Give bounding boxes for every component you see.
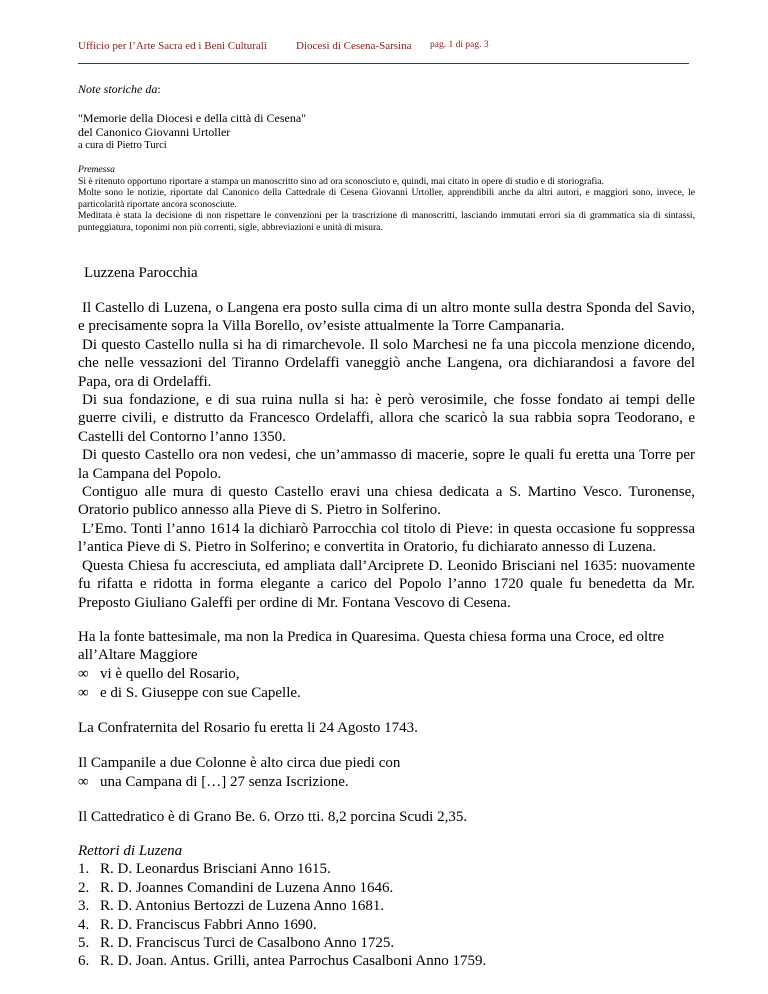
campana-list — [78, 773, 695, 792]
paragraph: Contiguo alle mura di questo Castello eravi una chiesa dedicata a S. Martino Vesco. Turonense, Oratorio publico annesso alla Pieve di S. Pietro in Solferino. — [78, 484, 695, 519]
paragraph: Di sua fondazione, e di sua ruina nulla si ha: è però verosimile, che fosse fondato ai tempi delle guerre civili, e distrutto da Francesco Ordelaffi, allora che scaricò la sua rabbia sopra Teodorano, e Castelli del Contorno l’anno 1350. — [78, 392, 695, 445]
list-item: ∞ vi è quello del Rosario, — [78, 665, 240, 682]
infinity-bullet-icon: ∞ — [78, 773, 89, 790]
paragraph: Questa Chiesa fu accresciuta, ed ampliata dall’Arciprete D. Leonido Brisciani nel 1635: nuovamente fu rifatta e ridotta in forma elegante a carico del Popolo l’anno 1720 quale fu benedetta da Mr. Preposto Giuliano Galeffi per ordine di Mr. Fontana Vescovo di Cesena. — [78, 557, 695, 611]
infinity-bullet-icon: ∞ — [78, 665, 89, 682]
cattedratico-note: Il Cattedratico è di Grano Be. 6. Orzo tti. 8,2 porcina Scudi 2,35. — [78, 808, 468, 825]
premessa-line: Meditata è stata la decisione di non rispettare le convenzioni per la trascrizione di manoscritti, lasciando immutati errori sia di grammatica sia di sintassi, punteggiatura, toponimi non più correnti, sigle, abbreviazioni e unità di misura. — [78, 210, 695, 233]
list-item: 3. R. D. Antonius Bertozzi de Luzena Anno 1681. — [78, 898, 385, 915]
premessa-block — [78, 164, 695, 233]
paragraph: Di questo Castello ora non vedesi, che un’ammasso di macerie, sopre le quali fu eretta una Torre per la Campana del Popolo. — [78, 447, 695, 482]
confraternita-note: La Confraternita del Rosario fu eretta li 24 Agosto 1743. — [78, 719, 418, 736]
premessa-line: Molte sono le notizie, riportate dal Canonico della Cattedrale di Cesena Giovanni Urtoller, apprendibili anche da altri autori, e maggiori sono, invece, le particolarità riportate ancora sconosciute. — [78, 187, 695, 210]
source-block — [78, 111, 695, 153]
campanile-note: Il Campanile a due Colonne è alto circa due piedi con — [78, 755, 401, 772]
list-item: 5. R. D. Franciscus Turci de Casalbono Anno 1725. — [78, 934, 395, 951]
altars-intro: Ha la fonte battesimale, ma non la Predica in Quaresima. Questa chiesa forma una Croce, ed oltre all’Altare Maggiore — [78, 628, 665, 664]
source-editor: a cura di Pietro Turci — [78, 140, 167, 151]
header-page-number: pag. 1 di pag. 3 — [430, 40, 489, 50]
history-paragraphs — [78, 299, 695, 612]
rettori-heading: Rettori di Luzena — [78, 842, 183, 859]
source-label: Note storiche da: — [78, 82, 161, 96]
list-item: 2. R. D. Joannes Comandini de Luzena Anno 1646. — [78, 879, 394, 896]
page-header — [78, 40, 688, 56]
list-item: 1. R. D. Leonardus Brisciani Anno 1615. — [78, 861, 331, 878]
header-office: Ufficio per l’Arte Sacra ed i Beni Culturali — [78, 40, 267, 52]
header-diocese: Diocesi di Cesena-Sarsina — [296, 40, 412, 52]
premessa-heading: Premessa — [78, 164, 115, 175]
premessa-line: Si è ritenuto opportuno riportare a stampa un manoscritto sino ad ora sconosciuto e, quindi, mai citato in opere di studio e di storiografia. — [78, 175, 604, 187]
section-title: Luzzena Parocchia — [84, 265, 198, 281]
source-title: "Memorie della Diocesi e della città di Cesena" — [78, 111, 307, 125]
paragraph: Di questo Castello nulla si ha di rimarchevole. Il solo Marchesi ne fa una piccola menzione dicendo, che nelle vessazioni del Tiranno Ordelaffi vaneggiò anche Langena, ora dichiarandosi a favore del Papa, ora di Ordelaffi. — [78, 336, 695, 390]
rettori-list — [78, 860, 695, 970]
list-item: 4. R. D. Franciscus Fabbri Anno 1690. — [78, 916, 317, 933]
infinity-bullet-icon: ∞ — [78, 684, 89, 701]
header-rule — [78, 63, 689, 64]
list-item: ∞ e di S. Giuseppe con sue Capelle. — [78, 684, 301, 701]
source-author: del Canonico Giovanni Urtoller — [78, 125, 231, 139]
list-item: 6. R. D. Joan. Antus. Grilli, antea Parrochus Casalboni Anno 1759. — [78, 953, 487, 970]
paragraph: Il Castello di Luzena, o Langena era posto sulla cima di un altro monte sulla destra Sponda del Savio, e precisamente sopra la Villa Borello, ov’esiste attualmente la Torre Campanaria. — [78, 300, 695, 335]
list-item: ∞ una Campana di […] 27 senza Iscrizione. — [78, 773, 349, 790]
document-body — [78, 82, 695, 971]
paragraph: L’Emo. Tonti l’anno 1614 la dichiarò Parrocchia col titolo di Pieve: in questa occasione fu soppressa l’antica Pieve di S. Pietro in Solferino; e convertita in Oratorio, fu dichiarato annesso di Luzena. — [78, 520, 695, 556]
altars-list — [78, 665, 695, 703]
